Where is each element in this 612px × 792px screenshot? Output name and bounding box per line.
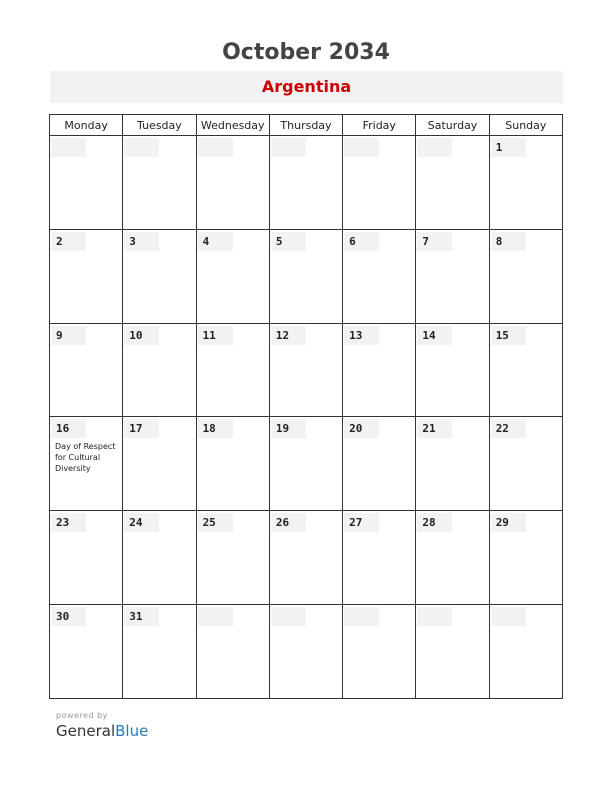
day-cell[interactable] (343, 417, 416, 511)
day-number (491, 607, 526, 626)
day-cell[interactable] (269, 417, 342, 511)
week-row (50, 605, 563, 699)
day-number: 12 (271, 326, 306, 345)
day-number: 8 (491, 232, 526, 251)
calendar-grid (49, 114, 563, 699)
brand-general-text: General (56, 722, 116, 740)
day-number: 16 (51, 419, 86, 438)
weekday-header-friday: Friday (343, 115, 416, 136)
day-number: 15 (491, 326, 526, 345)
day-cell[interactable] (50, 229, 123, 323)
day-number (271, 607, 306, 626)
day-number (51, 138, 86, 157)
day-number (198, 138, 233, 157)
weekday-header-saturday: Saturday (416, 115, 489, 136)
brand-blue-text: Blue (115, 722, 149, 740)
day-number: 6 (344, 232, 379, 251)
country-banner (50, 71, 563, 103)
day-number (344, 607, 379, 626)
day-cell[interactable] (50, 605, 123, 699)
day-cell[interactable] (416, 511, 489, 605)
day-cell[interactable] (196, 417, 269, 511)
day-cell[interactable] (123, 605, 196, 699)
day-number: 29 (491, 513, 526, 532)
country-name: Argentina (261, 77, 352, 96)
day-cell[interactable] (123, 511, 196, 605)
day-cell[interactable] (123, 417, 196, 511)
day-cell[interactable] (343, 605, 416, 699)
day-number: 9 (51, 326, 86, 345)
weekday-header-tuesday: Tuesday (123, 115, 196, 136)
day-cell[interactable] (343, 229, 416, 323)
week-row (50, 136, 563, 230)
day-number: 30 (51, 607, 86, 626)
day-cell[interactable] (269, 229, 342, 323)
day-number: 14 (417, 326, 452, 345)
day-cell[interactable] (489, 323, 562, 417)
day-cell[interactable] (50, 417, 123, 511)
day-number: 26 (271, 513, 306, 532)
day-number: 25 (198, 513, 233, 532)
weekday-header-sunday: Sunday (489, 115, 562, 136)
weekday-header-thursday: Thursday (269, 115, 342, 136)
day-cell[interactable] (269, 323, 342, 417)
day-number (417, 138, 452, 157)
week-row (50, 417, 563, 511)
day-cell[interactable] (343, 323, 416, 417)
day-number: 4 (198, 232, 233, 251)
brand-logo[interactable] (56, 722, 148, 740)
day-cell[interactable] (123, 136, 196, 230)
day-number: 17 (124, 419, 159, 438)
day-cell[interactable] (269, 605, 342, 699)
day-number (417, 607, 452, 626)
day-cell[interactable] (50, 136, 123, 230)
day-cell[interactable] (196, 136, 269, 230)
day-cell[interactable] (269, 511, 342, 605)
weekday-header-row (50, 115, 563, 136)
day-number: 13 (344, 326, 379, 345)
calendar-body (50, 136, 563, 699)
day-number: 2 (51, 232, 86, 251)
day-number: 21 (417, 419, 452, 438)
day-cell[interactable] (416, 229, 489, 323)
day-number: 5 (271, 232, 306, 251)
day-cell[interactable] (196, 605, 269, 699)
day-number: 28 (417, 513, 452, 532)
day-number: 1 (491, 138, 526, 157)
weekday-header-monday: Monday (50, 115, 123, 136)
day-number (344, 138, 379, 157)
day-cell[interactable] (50, 323, 123, 417)
day-number (271, 138, 306, 157)
week-row (50, 229, 563, 323)
day-cell[interactable] (416, 605, 489, 699)
day-cell[interactable] (489, 511, 562, 605)
day-number: 22 (491, 419, 526, 438)
day-cell[interactable] (343, 136, 416, 230)
day-number: 31 (124, 607, 159, 626)
day-cell[interactable] (416, 323, 489, 417)
holiday-label: Day of Respect for Cultural Diversity (55, 442, 116, 474)
day-number: 11 (198, 326, 233, 345)
day-cell[interactable] (196, 323, 269, 417)
day-number: 7 (417, 232, 452, 251)
day-cell[interactable] (50, 511, 123, 605)
footer-branding (56, 711, 148, 740)
page-title: October 2034 (222, 40, 390, 65)
day-cell[interactable] (489, 136, 562, 230)
day-number: 23 (51, 513, 86, 532)
day-cell[interactable] (196, 511, 269, 605)
week-row (50, 323, 563, 417)
powered-by-text: powered by (56, 711, 108, 720)
day-number: 3 (124, 232, 159, 251)
day-cell[interactable] (123, 323, 196, 417)
day-number: 20 (344, 419, 379, 438)
day-cell[interactable] (489, 605, 562, 699)
day-number: 27 (344, 513, 379, 532)
day-cell[interactable] (343, 511, 416, 605)
day-number (124, 138, 159, 157)
day-cell[interactable] (416, 417, 489, 511)
day-number (198, 607, 233, 626)
day-number: 10 (124, 326, 159, 345)
weekday-header-wednesday: Wednesday (196, 115, 269, 136)
day-number: 24 (124, 513, 159, 532)
day-cell[interactable] (416, 136, 489, 230)
day-cell[interactable] (123, 229, 196, 323)
day-cell[interactable] (269, 136, 342, 230)
day-cell[interactable] (196, 229, 269, 323)
day-number: 18 (198, 419, 233, 438)
week-row (50, 511, 563, 605)
day-cell[interactable] (489, 417, 562, 511)
day-number: 19 (271, 419, 306, 438)
day-cell[interactable] (489, 229, 562, 323)
